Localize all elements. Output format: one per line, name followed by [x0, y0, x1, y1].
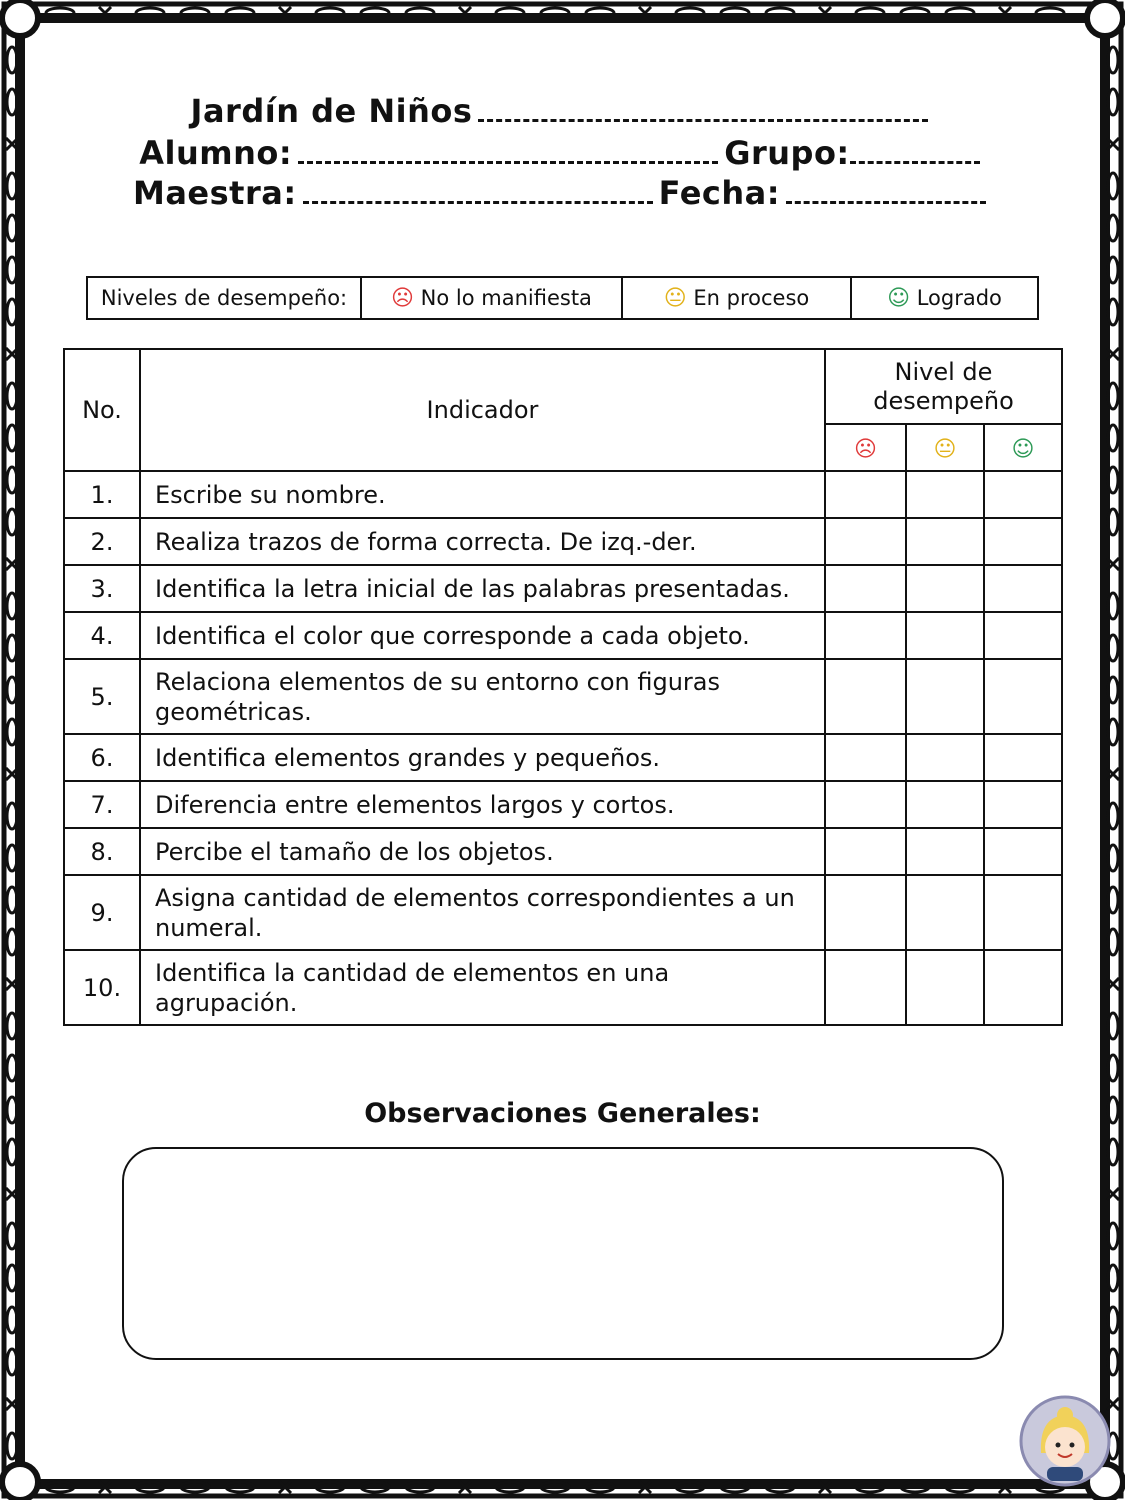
- performance-legend: [86, 276, 1039, 320]
- teacher-label: Maestra:: [132, 174, 297, 212]
- table-row: [64, 828, 1062, 875]
- level-cell-happy[interactable]: [984, 565, 1062, 612]
- column-header-sad: [825, 424, 906, 471]
- indicator-text: Percibe el tamaño de los objetos.: [140, 828, 825, 875]
- observations-title: Observaciones Generales:: [364, 1098, 761, 1129]
- row-number: 1.: [64, 471, 140, 518]
- table-row: [64, 565, 1062, 612]
- table-row: [64, 875, 1062, 950]
- level-cell-sad[interactable]: [825, 471, 906, 518]
- level-cell-neutral[interactable]: [906, 734, 984, 781]
- indicator-text: Relaciona elementos de su entorno con figuras geométricas.: [140, 659, 825, 734]
- indicator-text: Identifica la cantidad de elementos en una agrupación.: [140, 950, 825, 1025]
- level-cell-sad[interactable]: [825, 612, 906, 659]
- level-cell-sad[interactable]: [825, 518, 906, 565]
- indicator-text: Realiza trazos de forma correcta. De izq.-der.: [140, 518, 825, 565]
- neutral-face-icon: 😐︎: [663, 285, 687, 311]
- legend-label: En proceso: [693, 285, 810, 310]
- level-cell-neutral[interactable]: [906, 659, 984, 734]
- level-cell-happy[interactable]: [984, 828, 1062, 875]
- group-label: Grupo:: [724, 134, 850, 172]
- group-field[interactable]: [850, 135, 980, 164]
- indicator-text: Diferencia entre elementos largos y cortos.: [140, 781, 825, 828]
- row-number: 9.: [64, 875, 140, 950]
- level-cell-happy[interactable]: [984, 518, 1062, 565]
- level-cell-sad[interactable]: [825, 875, 906, 950]
- row-number: 5.: [64, 659, 140, 734]
- level-cell-sad[interactable]: [825, 950, 906, 1025]
- level-cell-sad[interactable]: [825, 659, 906, 734]
- student-name-field[interactable]: [298, 135, 718, 164]
- level-cell-happy[interactable]: [984, 950, 1062, 1025]
- legend-title: Niveles de desempeño:: [87, 277, 361, 319]
- level-cell-sad[interactable]: [825, 781, 906, 828]
- level-cell-neutral[interactable]: [906, 875, 984, 950]
- table-row: [64, 781, 1062, 828]
- happy-face-icon: ☺: [1011, 436, 1035, 462]
- indicator-text: Identifica el color que corresponde a cada objeto.: [140, 612, 825, 659]
- date-field[interactable]: [786, 175, 986, 204]
- row-number: 10.: [64, 950, 140, 1025]
- date-label: Fecha:: [658, 174, 781, 212]
- column-header-no: No.: [64, 349, 140, 471]
- row-number: 7.: [64, 781, 140, 828]
- school-name-field[interactable]: [478, 93, 928, 122]
- row-number: 8.: [64, 828, 140, 875]
- level-cell-sad[interactable]: [825, 828, 906, 875]
- table-row: [64, 471, 1062, 518]
- neutral-face-icon: 😐︎: [933, 436, 957, 462]
- indicator-text: Identifica la letra inicial de las palabras presentadas.: [140, 565, 825, 612]
- indicator-text: Escribe su nombre.: [140, 471, 825, 518]
- school-label: Jardín de Niños: [190, 92, 473, 130]
- legend-item-not-manifested: [361, 277, 622, 319]
- table-row: [64, 612, 1062, 659]
- column-header-happy: [984, 424, 1062, 471]
- row-number: 2.: [64, 518, 140, 565]
- table-row: [64, 950, 1062, 1025]
- table-row: [64, 734, 1062, 781]
- indicator-table: [63, 348, 1063, 1026]
- level-cell-happy[interactable]: [984, 659, 1062, 734]
- level-cell-neutral[interactable]: [906, 471, 984, 518]
- happy-face-icon: ☺: [887, 285, 911, 311]
- observations-box[interactable]: [122, 1147, 1004, 1360]
- level-cell-neutral[interactable]: [906, 518, 984, 565]
- legend-item-in-process: [622, 277, 851, 319]
- school-line: [0, 92, 1125, 130]
- column-header-indicator: Indicador: [140, 349, 825, 471]
- level-cell-neutral[interactable]: [906, 950, 984, 1025]
- level-cell-neutral[interactable]: [906, 781, 984, 828]
- column-header-level: Nivel de desempeño: [825, 349, 1062, 424]
- sad-face-icon: ☹: [391, 285, 414, 311]
- table-row: [64, 659, 1062, 734]
- indicator-text: Asigna cantidad de elementos correspondientes a un numeral.: [140, 875, 825, 950]
- level-cell-happy[interactable]: [984, 612, 1062, 659]
- legend-label: No lo manifiesta: [420, 285, 592, 310]
- author-logo: [1019, 1395, 1111, 1487]
- level-cell-happy[interactable]: [984, 875, 1062, 950]
- teacher-line: [0, 174, 1125, 212]
- student-line: [0, 134, 1125, 172]
- sad-face-icon: ☹: [854, 436, 877, 462]
- student-label: Alumno:: [139, 134, 293, 172]
- level-cell-sad[interactable]: [825, 565, 906, 612]
- level-cell-neutral[interactable]: [906, 612, 984, 659]
- row-number: 6.: [64, 734, 140, 781]
- level-cell-sad[interactable]: [825, 734, 906, 781]
- teacher-name-field[interactable]: [303, 175, 653, 204]
- indicator-text: Identifica elementos grandes y pequeños.: [140, 734, 825, 781]
- column-header-neutral: [906, 424, 984, 471]
- level-cell-neutral[interactable]: [906, 565, 984, 612]
- level-cell-happy[interactable]: [984, 471, 1062, 518]
- legend-label: Logrado: [916, 285, 1002, 310]
- row-number: 4.: [64, 612, 140, 659]
- table-row: [64, 518, 1062, 565]
- level-cell-neutral[interactable]: [906, 828, 984, 875]
- legend-item-achieved: [851, 277, 1038, 319]
- row-number: 3.: [64, 565, 140, 612]
- level-cell-happy[interactable]: [984, 734, 1062, 781]
- level-cell-happy[interactable]: [984, 781, 1062, 828]
